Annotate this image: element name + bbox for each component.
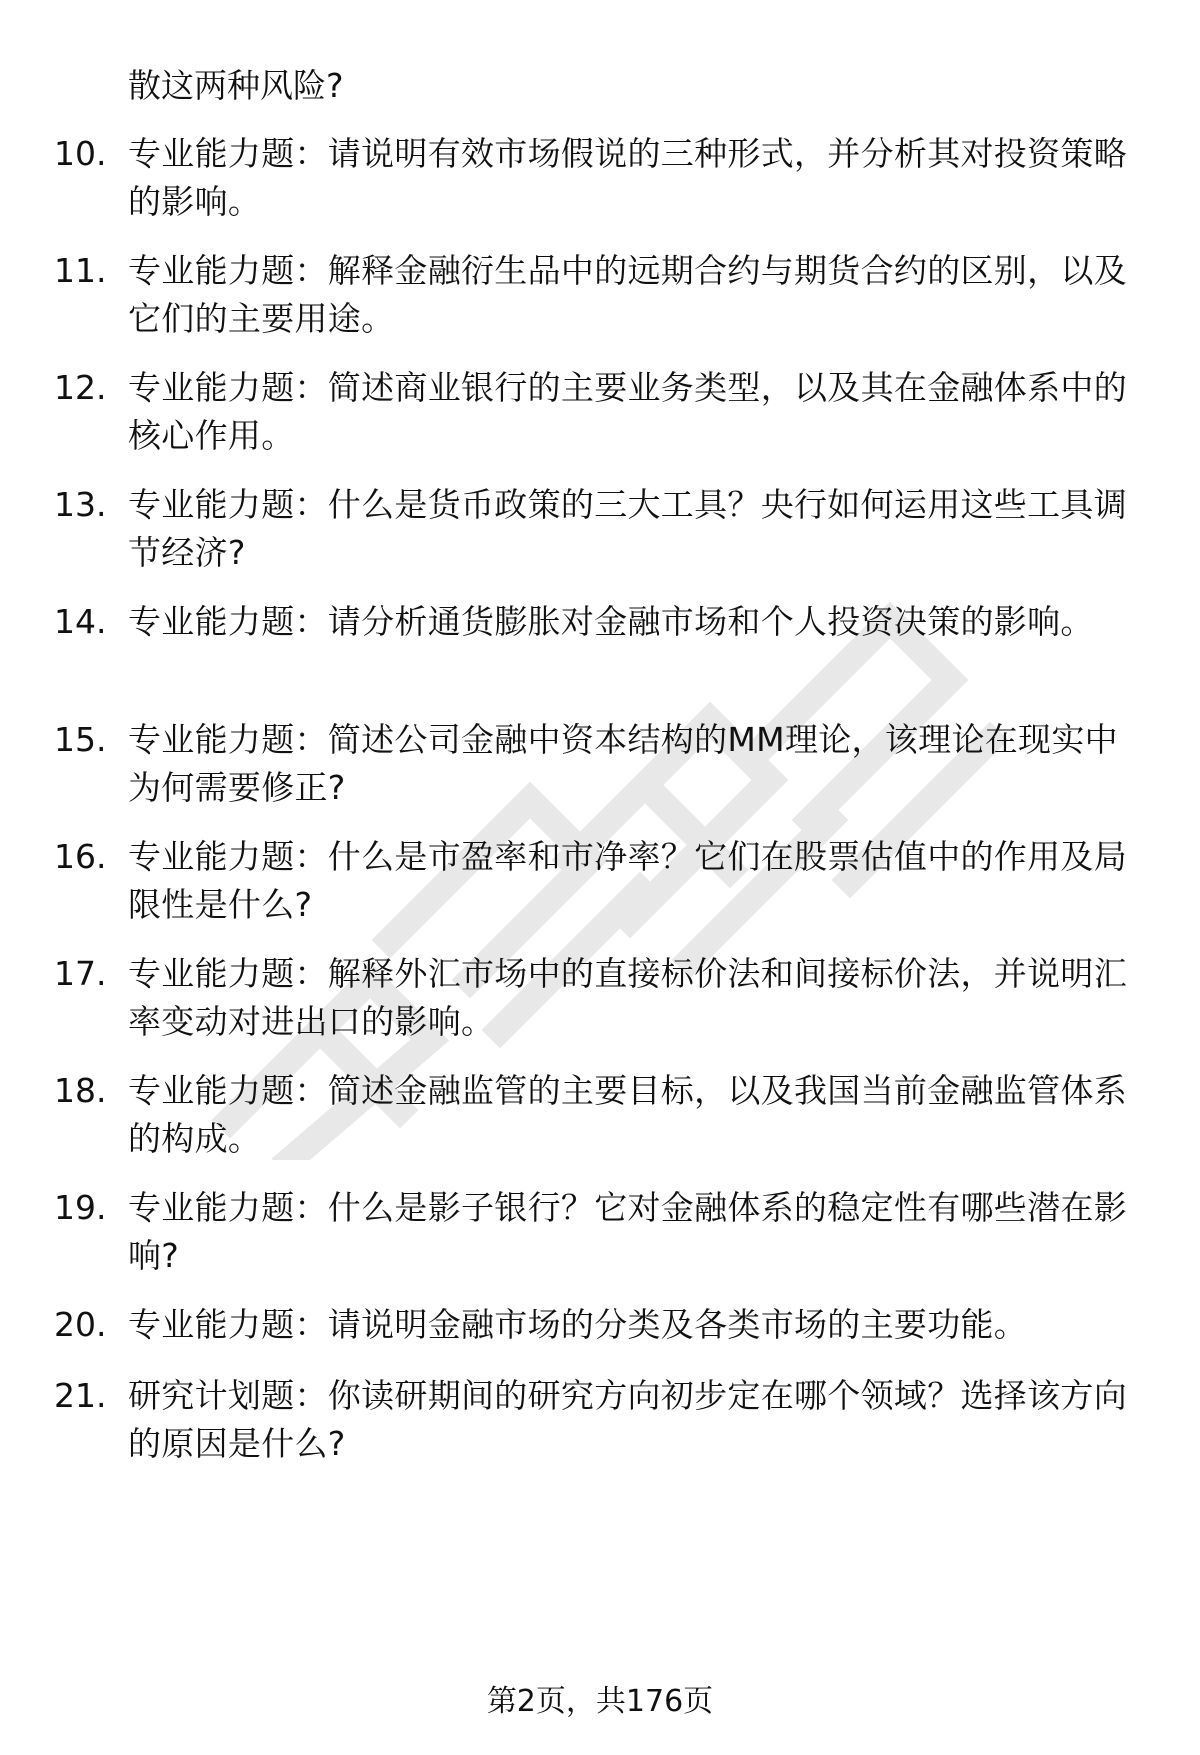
question-number: 17. [54, 954, 107, 993]
question-number: 14. [54, 602, 107, 641]
question-number: 12. [54, 368, 107, 407]
question-text: 专业能力题：解释外汇市场中的直接标价法和间接标价法，并说明汇率变动对进出口的影响。 [128, 954, 1127, 1041]
question-text: 专业能力题：请说明有效市场假说的三种形式，并分析其对投资策略的影响。 [128, 134, 1127, 221]
question-text: 研究计划题：你读研期间的研究方向初步定在哪个领域？选择该方向的原因是什么? [128, 1376, 1127, 1463]
question-number: 19. [54, 1188, 107, 1227]
question-text: 专业能力题：什么是市盈率和市净率？它们在股票估值中的作用及局限性是什么? [128, 837, 1127, 924]
page-footer: 第2页，共176页 [486, 1684, 714, 1719]
question-number: 21. [54, 1376, 107, 1415]
question-text: 专业能力题：请分析通货膨胀对金融市场和个人投资决策的影响。 [128, 602, 1094, 641]
question-continuation: 散这两种风险? [128, 66, 344, 105]
question-text: 专业能力题：什么是影子银行？它对金融体系的稳定性有哪些潜在影响? [128, 1188, 1127, 1275]
question-number: 15. [54, 720, 107, 759]
question-number: 18. [54, 1071, 107, 1110]
question-number: 10. [54, 134, 107, 173]
question-number: 16. [54, 837, 107, 876]
question-text: 专业能力题：什么是货币政策的三大工具？央行如何运用这些工具调节经济? [128, 485, 1127, 572]
question-number: 13. [54, 485, 107, 524]
question-text: 专业能力题：简述商业银行的主要业务类型，以及其在金融体系中的核心作用。 [128, 368, 1127, 455]
question-number: 11. [54, 251, 107, 290]
question-text: 专业能力题：简述公司金融中资本结构的MM理论，该理论在现实中为何需要修正? [128, 720, 1118, 807]
question-number: 20. [54, 1305, 107, 1344]
question-text: 专业能力题：解释金融衍生品中的远期合约与期货合约的区别，以及它们的主要用途。 [128, 251, 1127, 338]
question-text: 专业能力题：请说明金融市场的分类及各类市场的主要功能。 [128, 1305, 1028, 1344]
question-text: 专业能力题：简述金融监管的主要目标，以及我国当前金融监管体系的构成。 [128, 1071, 1127, 1158]
